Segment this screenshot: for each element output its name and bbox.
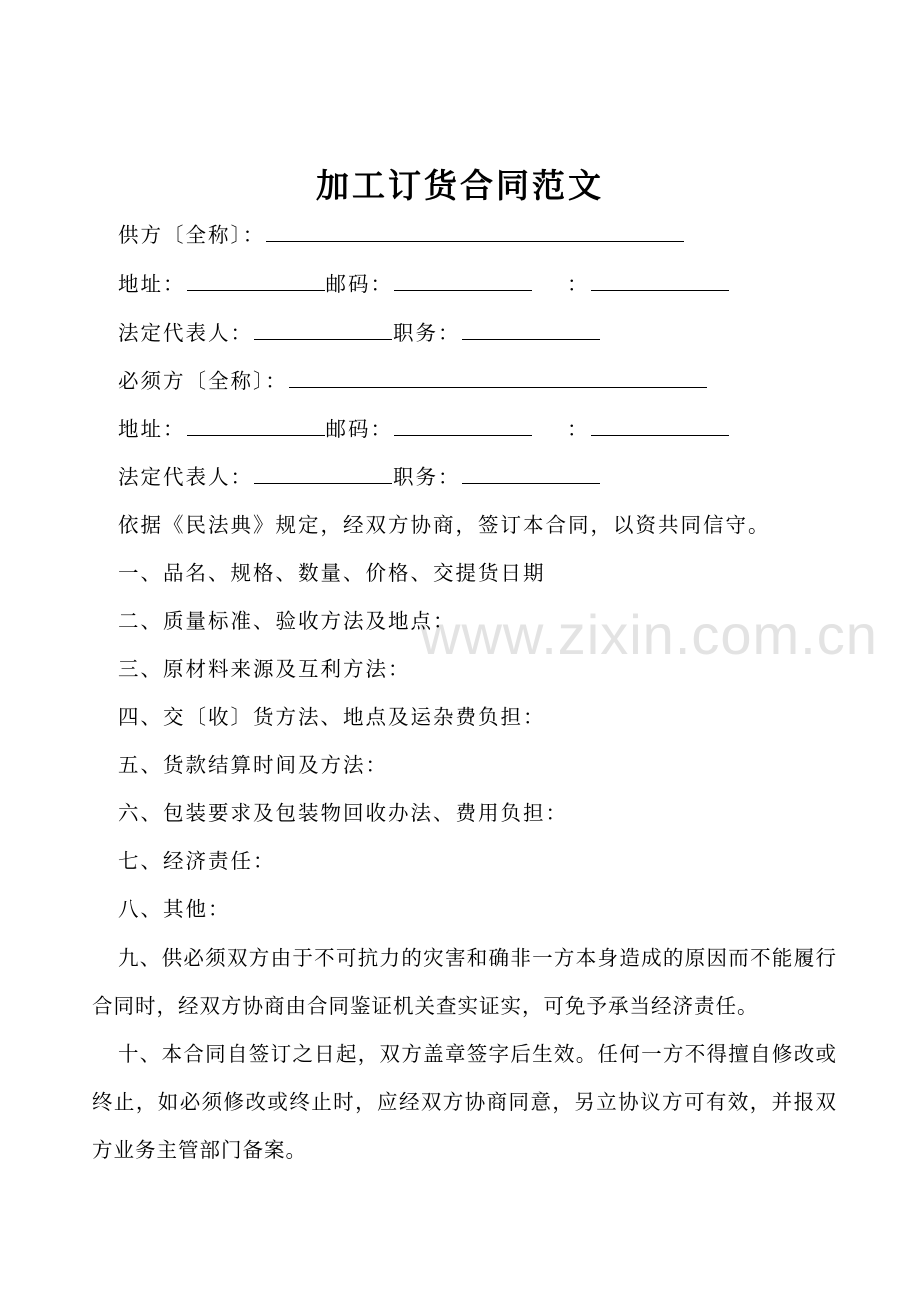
- supplier-name-label: 供方〔全称〕：: [118, 223, 266, 247]
- clause-6: 六、包装要求及包装物回收办法、费用负担：: [118, 801, 568, 825]
- supplier-legal-rep-label: 法定代表人：: [118, 321, 253, 345]
- watermark: www.zixin.com.cn: [420, 603, 878, 666]
- supplier-position-label: 职务：: [393, 321, 461, 345]
- supplier-position-field[interactable]: [462, 317, 600, 340]
- supplier-phone-field[interactable]: [591, 268, 729, 291]
- buyer-phone-label: ：: [567, 417, 590, 441]
- clause-3: 三、原材料来源及互利方法：: [118, 657, 411, 681]
- clause-8: 八、其他：: [118, 897, 231, 921]
- page-title: 加工订货合同范文: [316, 166, 604, 205]
- clause-9: 九、供必须双方由于不可抗力的灾害和确非一方本身造成的原因而不能履行合同时，经双方协商由合同鉴证机关查实证实，可免予承当经济责任。: [92, 946, 837, 1018]
- buyer-address-label: 地址：: [118, 417, 186, 441]
- buyer-postcode-label: 邮码：: [325, 417, 393, 441]
- buyer-legal-rep-label: 法定代表人：: [118, 465, 253, 489]
- buyer-position-label: 职务：: [393, 465, 461, 489]
- clause-5: 五、货款结算时间及方法：: [118, 753, 388, 777]
- clause-7: 七、经济责任：: [118, 849, 276, 873]
- clause-10: 十、本合同自签订之日起，双方盖章签字后生效。任何一方不得擅自修改或终止，如必须修改或终止时，应经双方协商同意，另立协议方可有效，并报双方业务主管部门备案。: [92, 1042, 837, 1162]
- buyer-address-field[interactable]: [187, 413, 325, 436]
- supplier-name-field[interactable]: [266, 219, 684, 242]
- buyer-position-field[interactable]: [462, 461, 600, 484]
- supplier-name-row: [118, 219, 685, 251]
- clause-1: 一、品名、规格、数量、价格、交提货日期: [118, 561, 546, 585]
- clause-4: 四、交〔收〕货方法、地点及运杂费负担：: [118, 705, 546, 729]
- supplier-address-row: [118, 268, 730, 300]
- preamble: 依据《民法典》规定，经双方协商，签订本合同，以资共同信守。: [118, 513, 771, 537]
- supplier-address-label: 地址：: [118, 272, 186, 296]
- buyer-legal-rep-row: [118, 461, 601, 493]
- supplier-postcode-field[interactable]: [394, 268, 532, 291]
- buyer-legal-rep-field[interactable]: [254, 461, 392, 484]
- supplier-phone-label: ：: [567, 272, 590, 296]
- buyer-name-row: [118, 365, 708, 397]
- supplier-legal-rep-field[interactable]: [254, 317, 392, 340]
- buyer-name-label: 必须方〔全称〕：: [118, 369, 288, 393]
- supplier-legal-rep-row: [118, 317, 601, 349]
- buyer-phone-field[interactable]: [591, 413, 729, 436]
- supplier-postcode-label: 邮码：: [325, 272, 393, 296]
- supplier-address-field[interactable]: [187, 268, 325, 291]
- buyer-address-row: [118, 413, 730, 445]
- buyer-name-field[interactable]: [289, 365, 707, 388]
- clause-2: 二、质量标准、验收方法及地点：: [118, 609, 456, 633]
- buyer-postcode-field[interactable]: [394, 413, 532, 436]
